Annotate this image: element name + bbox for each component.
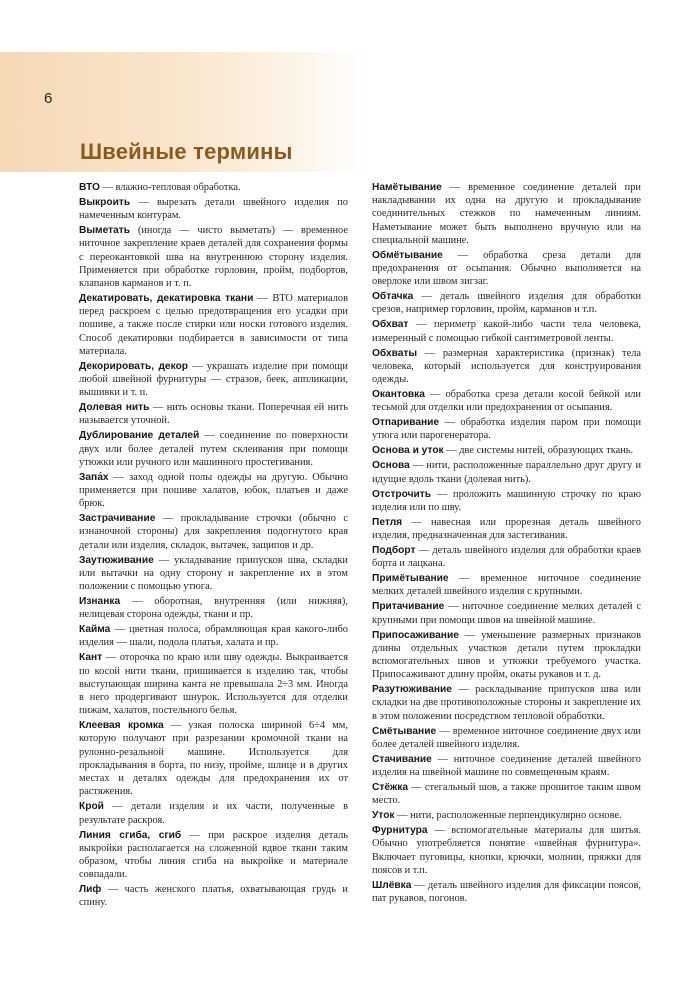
glossary-entry (372, 290, 641, 316)
glossary-term: Обмётывание (372, 249, 443, 261)
glossary-definition: — обработка среза детали для предохранения от осыпания. Обычно выполняется на оверлоке или швом зигзаг. (372, 249, 641, 288)
glossary-definition: — ВТО материалов перед раскроем с целью предотвращения его усадки при пошиве, а также после стирки или носки готового изделия. Способ декатировки подбирается в зависимости от типа материала. (79, 293, 348, 357)
glossary-definition: — ниточное соединение мелких деталей с крупными при помощи швов на швейной машине. (372, 601, 641, 626)
glossary-definition: — цветная полоса, обрамляющая края какого-либо изделия — шали, подола платья, халата и пр. (79, 624, 348, 649)
glossary-term: Изнанка (79, 596, 121, 608)
glossary-entry (79, 595, 348, 621)
glossary-definition: — периметр какой-либо части тела человека, измеренный с помощью гибкой сантиметровой ленты. (372, 319, 641, 344)
glossary-entry (372, 753, 641, 779)
glossary-definition: — обработка изделия паром при помощи утюга или парогенератора. (372, 417, 641, 442)
glossary-entry (372, 416, 641, 442)
glossary-definition: (иногда — чисто выметать) — временное ниточное закрепление краев деталей для сохранения формы с переокантовкой шва на внутреннюю сторону изделия. Применяется при обработке горловин, пройм, подбортов, клапанов карманов и т. п. (79, 225, 348, 290)
glossary-definition: — детали изделия и их части, полученные в результате раскроя. (79, 801, 348, 826)
glossary-definition: — часть женского платья, охватывающая грудь и спину. (79, 884, 348, 909)
glossary-term: Припосаживание (372, 629, 459, 641)
glossary-term: Основа и уток (372, 445, 444, 457)
glossary-entry (79, 623, 348, 649)
glossary-definition: — укладывание припусков шва, складки или вытачки на одну сторону и закрепление их в этом положении с помощью утюга. (79, 554, 348, 593)
glossary-term: ВТО (79, 182, 100, 193)
glossary-entry (79, 829, 348, 882)
glossary-entry (79, 719, 348, 798)
glossary-entry (79, 800, 348, 826)
glossary-definition: — временное ниточное соединение мелких деталей швейного изделия с крупными. (372, 573, 641, 598)
glossary-definition: — деталь швейного изделия для обработки краев борта и лацкана. (372, 545, 641, 570)
glossary-entry (372, 544, 641, 570)
glossary-term: Обхваты (372, 347, 418, 359)
glossary-entry (372, 824, 641, 877)
glossary-definition: — обработка среза детали косой бейкой или тесьмой для отделки или предохранения от осыпания. (372, 389, 641, 414)
glossary-term: Притачивание (372, 601, 445, 613)
glossary-term: Кант (79, 652, 103, 664)
glossary-definition: — стегальный шов, а также прошитое таким швом место. (372, 782, 641, 807)
glossary-entry (372, 488, 641, 514)
glossary-entry (372, 347, 641, 387)
glossary-definition: — украшать изделие при помощи любой швейной фурнитуры — стразов, беек, аппликации, вышивки и т. п. (79, 360, 348, 399)
left-column (79, 181, 348, 911)
right-column (372, 181, 641, 907)
glossary-entry (372, 459, 641, 485)
glossary-entry (79, 401, 348, 427)
glossary-entry (372, 629, 641, 682)
glossary-entry (372, 444, 641, 457)
glossary-entry (79, 554, 348, 594)
glossary-entry (372, 516, 641, 542)
glossary-entry (79, 471, 348, 511)
glossary-definition: — узкая полоска шириной 6÷4 мм, которую получают при разрезании кромочной ткани на рулонно-резальной машине. Используется для прокладывания в борта, по низу, пройме, шлице и в других местах и деталях одежды для предохранения их от растяжения. (79, 720, 348, 798)
glossary-term: Уток (372, 810, 395, 822)
glossary-term: Клеевая кромка (79, 720, 164, 732)
glossary-definition: — нити, расположенные перпендикулярно основе. (394, 810, 622, 822)
glossary-term: Основа (372, 460, 410, 472)
glossary-entry (79, 651, 348, 717)
glossary-entry (372, 781, 641, 807)
glossary-definition: — влажно-тепловая обработка. (99, 182, 241, 193)
glossary-entry (372, 683, 641, 723)
glossary-term: Шлёвка (372, 879, 412, 891)
glossary-term: Обтачка (372, 291, 414, 303)
glossary-entry (372, 725, 641, 751)
glossary-term: Примётывание (372, 573, 449, 585)
glossary-term: Петля (372, 516, 403, 528)
glossary-term: Намётывание (372, 182, 442, 193)
glossary-term: Окантовка (372, 389, 425, 401)
glossary-entry (79, 292, 348, 358)
glossary-definition: — заход одной полы одежды на другую. Обычно применяется при пошиве халатов, юбок, платьев и даже брюк. (79, 471, 348, 510)
glossary-term: Стёжка (372, 782, 408, 794)
glossary-term: Смётывание (372, 725, 437, 737)
glossary-term: Подборт (372, 545, 416, 557)
page-title: Швейные термины (80, 139, 293, 164)
glossary-definition: — прокладывание строчки (обычно с изнаночной стороны) для закрепления подогнутого края детали или изделия, складок, вытачек, защипов и др. (79, 513, 348, 551)
glossary-entry (372, 181, 641, 247)
glossary-term: Крой (79, 801, 104, 813)
glossary-definition: — размерная характеристика (признак) тела человека, который используется для конструирования одежды. (372, 347, 641, 386)
glossary-term: Декатировать, декатировка ткани (79, 293, 254, 305)
glossary-entry (79, 196, 348, 222)
glossary-term: Запа́х (79, 471, 109, 483)
glossary-entry (79, 360, 348, 400)
glossary-term: Фурнитура (372, 825, 428, 837)
glossary-term: Выметать (79, 225, 131, 237)
glossary-entry (79, 429, 348, 469)
glossary-term: Отпаривание (372, 417, 440, 429)
glossary-definition: — деталь швейного изделия для фиксации поясов, пат рукавов, погонов. (372, 879, 641, 905)
glossary-entry (372, 879, 641, 905)
glossary-definition: — ниточное соединение деталей швейного изделия на швейной машине по совмещенным краям. (372, 753, 641, 779)
glossary-entry (372, 572, 641, 598)
glossary-definition: — при раскрое изделия деталь выкройки располагается на сложенной вдвое ткани таким образом, чтобы линия сгиба на выкройке и материале совпадали. (79, 829, 348, 881)
glossary-term: Дублирование деталей (79, 430, 200, 442)
glossary-entry (79, 181, 348, 194)
glossary-term: Разутюживание (372, 684, 452, 696)
glossary-term: Заутюживание (79, 554, 154, 566)
glossary-definition: — навесная или прорезная деталь швейного изделия, предназначенная для застегивания. (372, 516, 641, 542)
glossary-term: Лиф (79, 884, 102, 896)
glossary-definition: — временное соединение деталей при накладывании их одна на другую и прокладывание соединительных стежков по намеченным линиям. Наметывание может быть выполнено вручную или на специальной машине. (372, 182, 641, 246)
glossary-entry (372, 388, 641, 414)
glossary-definition: — вырезать детали швейного изделия по намеченным контурам. (79, 197, 348, 222)
glossary-term: Выкроить (79, 197, 131, 208)
glossary-entry (79, 512, 348, 552)
glossary-definition: — нить основы ткани. Поперечная ей нить называется уточной. (79, 402, 349, 427)
glossary-term: Отстрочить (372, 488, 432, 500)
glossary-entry (372, 600, 641, 626)
glossary-term: Долевая нить (79, 402, 150, 414)
glossary-definition: — временное ниточное соединение двух или более деталей швейного изделия. (372, 725, 641, 750)
glossary-definition: — оторочка по краю или шву одежды. Выкраивается по косой нити ткани, пришивается к изделию так, чтобы выступающая ширина канта не превышала 2÷3 мм. Иногда в него продергивают шнурок. Используется для отделки пижам, халатов, постельного белья. (79, 652, 348, 717)
glossary-term: Застрачивание (79, 513, 156, 525)
glossary-term: Обхват (372, 319, 409, 331)
glossary-definition: — деталь швейного изделия для обработки срезов, например горловин, пройм, карманов и т.п. (372, 291, 641, 316)
glossary-definition: — соединение по поверхности двух или более деталей путем склеивания при помощи утюжки или ручного или машинного простегивания. (79, 430, 348, 468)
glossary-term: Стачивание (372, 753, 432, 765)
glossary-entry (372, 809, 641, 822)
glossary-entry (372, 318, 641, 344)
glossary-term: Кайма (79, 624, 111, 636)
page-number: 6 (44, 90, 53, 107)
glossary-term: Линия сгиба, сгиб (79, 829, 182, 841)
glossary-definition: — нити, расположенные параллельно друг другу и идущие вдоль ткани (долевая нить). (372, 460, 641, 485)
glossary-entry (79, 224, 348, 290)
glossary-definition: — проложить машинную строчку по краю изделия или по шву. (372, 488, 641, 513)
glossary-entry (372, 249, 641, 289)
glossary-definition: — уменьшение размерных признаков длины отдельных участков детали путем прокладки вспомогательных швов и утюжки требуемого участка. Припосаживают длину пройм, окаты рукавов и т. д. (372, 629, 641, 681)
glossary-definition: — раскладывание припусков шва или складки на две противоположные стороны и закрепление их в этом положении посредством тепловой обработки. (372, 684, 641, 722)
glossary-definition: — вспомогательные материалы для шитья. Обычно употребляется понятие «швейная фурнитура». Включает пуговицы, кнопки, крючки, молнии, пряжки для поясов и т.п. (372, 825, 641, 876)
glossary-definition: — оборотная, внутренняя (или нижняя), нелицевая сторона одежды, ткани и пр. (79, 596, 348, 621)
glossary-term: Декорировать, декор (79, 360, 189, 372)
glossary-definition: — две системы нитей, образующих ткань. (443, 445, 634, 457)
glossary-entry (79, 883, 348, 909)
